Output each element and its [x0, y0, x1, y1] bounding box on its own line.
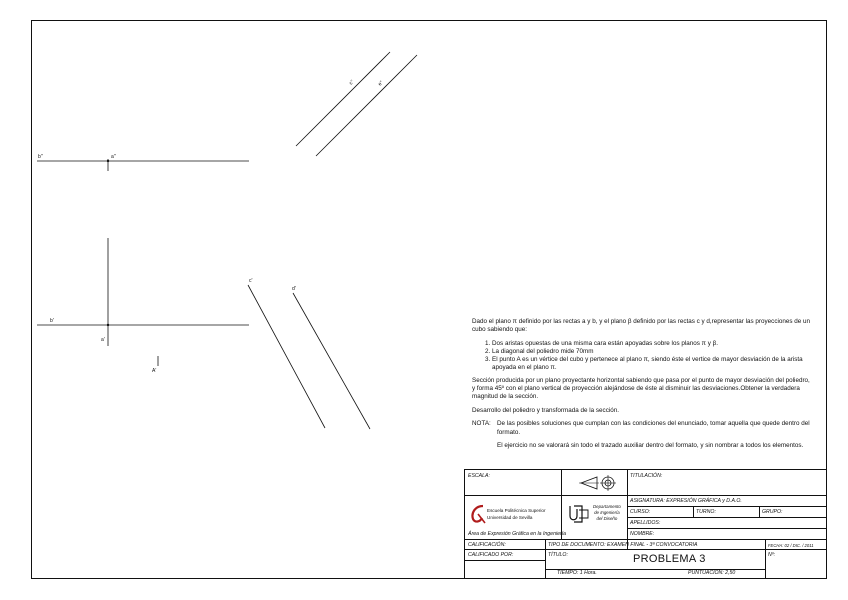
statement-nota [472, 420, 812, 455]
escala-label: ESCALA: [468, 473, 490, 479]
school-line: Universidad de Sevilla [487, 515, 533, 521]
school-name [487, 507, 545, 522]
condition-item: 1. Dos aristas opuestas de una misma cara están apoyadas sobre los planos π y β. [492, 340, 812, 348]
condition-item: 2. La diagonal del poliedro mide 70mm [492, 348, 812, 356]
turno-label: TURNO: [696, 509, 716, 515]
fecha-label: FECHA: 02 / DIC. / 2011 [768, 543, 814, 548]
calificado-por-label: CALIFICADO POR: [468, 552, 514, 558]
line-c2 [296, 52, 390, 146]
nota-line: De las posibles soluciones que cumplan con las condiciones del enunciado, tomar aquella que quede dentro del formato. [497, 420, 810, 436]
department-line: del Diseño [596, 515, 618, 521]
statement-section: Sección producida por un plano proyectante horizontal sabiendo que pasa por el punto de mayor desviación del poliedro, y forma 45º con el plano vertical de proyección alejándose de éste al disminuir las desviaciones.Obtener la verdadera magnitud de la sección. [472, 377, 810, 401]
nombre-label: NOMBRE: [630, 531, 655, 537]
first-angle-projection-icon [577, 474, 617, 492]
label-A1: A' [152, 368, 157, 374]
titulacion-label: TITULACIÓN: [630, 473, 663, 479]
label-a2: a'' [111, 154, 116, 160]
school-logo-icon [469, 503, 487, 525]
apellidos-label: APELLIDOS: [630, 520, 661, 526]
point-a2 [107, 160, 109, 162]
tiempo-label: TIEMPO: 1 Hora. [557, 570, 597, 576]
problem-statement [472, 318, 812, 456]
department-line: Departamento [593, 504, 621, 509]
numero-label: Nº: [768, 552, 776, 558]
label-b2: b'' [38, 154, 43, 160]
line-d1 [293, 293, 370, 429]
department-logo-icon [564, 503, 594, 525]
asignatura-label: ASIGNATURA: EXPRESIÓN GRÁFICA y D.A.O. [630, 498, 742, 504]
tipo-documento: TIPO DE DOCUMENTO: EXAMEN FINAL - 3ª CONVOCATORIA [548, 542, 698, 548]
line-c1 [248, 285, 325, 428]
calificacion-label: CALIFICACIÓN: [468, 542, 506, 548]
nota-line: El ejercicio no se valorará sin todo el trazado auxiliar dentro del formato, y sin nombrar a todos los elementos. [497, 442, 804, 450]
point-a1 [107, 324, 109, 326]
line-e2 [316, 55, 417, 156]
problem-title: PROBLEMA 3 [633, 553, 706, 565]
school-line: Escuela Politécnica Superior [487, 508, 546, 513]
statement-development: Desarrollo del poliedro y transformada de la sección. [472, 406, 620, 414]
label-c1: c' [249, 278, 253, 284]
label-a1: a' [101, 337, 105, 343]
grupo-label: GRUPO: [762, 509, 783, 515]
label-b1: b' [50, 318, 54, 324]
nota-label: NOTA: [472, 420, 491, 428]
title-block [464, 469, 827, 579]
titulo-label: TÍTULO: [548, 552, 568, 558]
curso-label: CURSO: [630, 509, 651, 515]
department-line: de Ingeniería [594, 509, 620, 515]
department-name [593, 504, 621, 522]
label-c2: c'' [348, 79, 356, 87]
statement-conditions-list [472, 340, 812, 372]
label-d1: d' [292, 286, 296, 292]
condition-item: 3. El punto A es un vértice del cubo y pertenece al plano π, siendo éste el vertice de mayor desviación de la arista apoyada en el plano π. [492, 356, 812, 372]
area-label: Área de Expresión Gráfica en la Ingeniería [468, 531, 567, 537]
label-e2: e'' [377, 79, 385, 88]
statement-intro: Dado el plano π definido por las rectas a y b, y el plano β definido por las rectas c y d,representar las proyecciones de un cubo sabiendo que: [472, 318, 811, 334]
puntuacion-label: PUNTUACION: 2,50 [688, 570, 736, 576]
nota-text [497, 420, 812, 455]
